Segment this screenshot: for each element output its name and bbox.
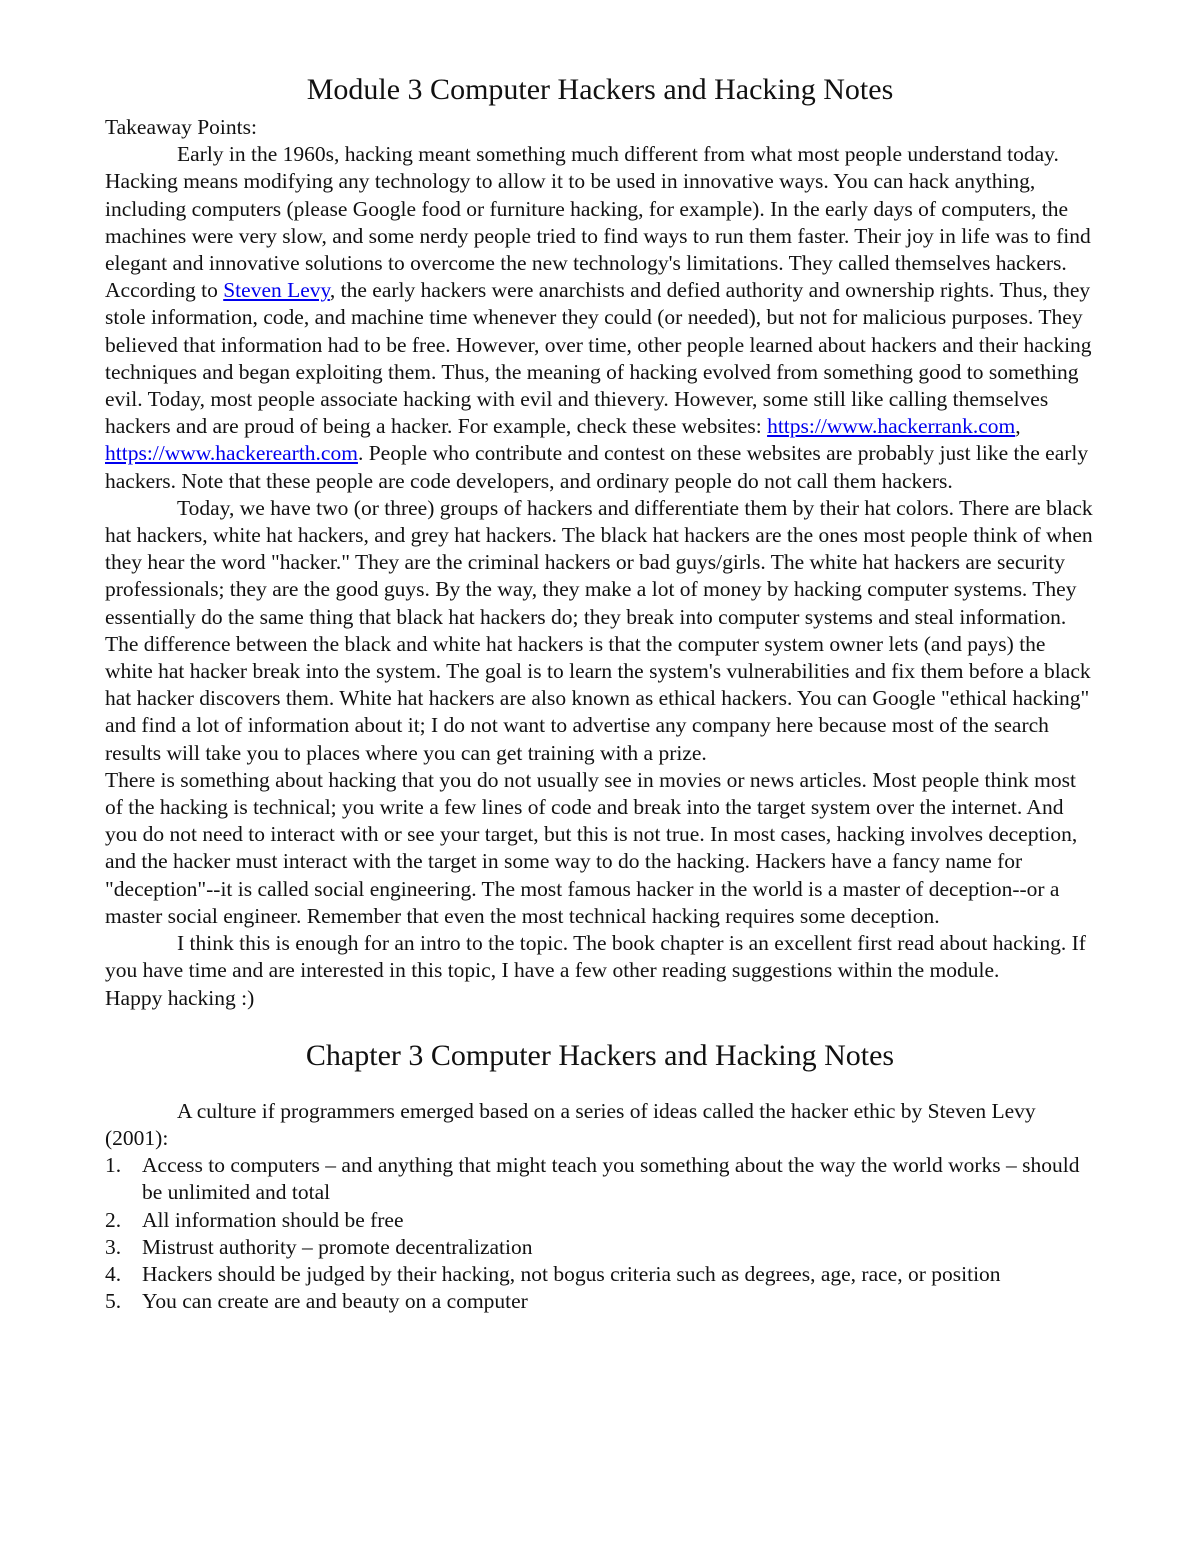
intro-paragraph bbox=[105, 141, 1095, 495]
deception-paragraph: There is something about hacking that you do not usually see in movies or news articles. Most people think most of the hacking is technical; you write a few lines of code and break into the target system over the internet. And you do not need to interact with or see your target, but this is not true. In most cases, hacking involves deception, and the hacker must interact with the target in some way to do the hacking. Hackers have a fancy name for "deception"--it is called social engineering. The most famous hacker in the world is a master of deception--or a master social engineer. Remember that even the most technical hacking requires some deception. bbox=[105, 767, 1078, 928]
hacker-ethic-list bbox=[105, 1152, 1095, 1315]
list-item-text: Mistrust authority – promote decentralization bbox=[142, 1234, 533, 1259]
list-item bbox=[105, 1207, 1095, 1234]
list-item bbox=[105, 1234, 1095, 1261]
chapter-title: Chapter 3 Computer Hackers and Hacking Notes bbox=[305, 1038, 895, 1072]
hat-colors-paragraph: Today, we have two (or three) groups of hackers and differentiate them by their hat colors. There are black hat hackers, white hat hackers, and grey hat hackers. The black hat hackers are the ones most people think of when they hear the word "hacker." They are the criminal hackers or bad guys/girls. The white hat hackers are security professionals; they are the good guys. By the way, they make a lot of money by hacking computer systems. They essentially do the same thing that black hat hackers do; they break into computer systems and steal information. The difference between the black and white hat hackers is that the computer system owner lets (and pays) the white hat hacker break into the system. The goal is to learn the system's vulnerabilities and fix them before a black hat hacker discovers them. White hat hackers are also known as ethical hackers. You can Google "ethical hacking" and find a lot of information about it; I do not want to advertise any company here because most of the search results will take you to places where you can get training with a prize. bbox=[105, 495, 1093, 765]
sign-off: Happy hacking :) bbox=[105, 985, 255, 1010]
list-item bbox=[105, 1152, 1095, 1206]
list-item-text: You can create are and beauty on a computer bbox=[142, 1289, 528, 1314]
takeaway-label: Takeaway Points: bbox=[105, 115, 257, 139]
list-item bbox=[105, 1261, 1095, 1288]
list-item-text: All information should be free bbox=[142, 1207, 404, 1232]
hackerearth-link[interactable]: https://www.hackerearth.com bbox=[105, 441, 358, 466]
list-item-text: Hackers should be judged by their hacking, not bogus criteria such as degrees, age, race, or position bbox=[142, 1261, 1001, 1286]
intro-text-part-3: . People who contribute and contest on these websites are probably just like the early hackers. Note that these people are code developers, and ordinary people do not call them hackers. bbox=[105, 441, 1089, 493]
list-item-number: 3. bbox=[105, 1234, 122, 1259]
list-item-number: 5. bbox=[105, 1289, 122, 1314]
intro-text-part-1: Early in the 1960s, hacking meant something much different from what most people understand today. Hacking means modifying any technology to allow it to be used in innovative ways. You can hack anything, including computers (please Google food or furniture hacking, for example). In the early days of computers, the machines were very slow, and some nerdy people tried to find ways to run them faster. Their joy in life was to find elegant and innovative solutions to overcome the new technology's limitations. They called themselves hackers. According to bbox=[105, 142, 1091, 303]
steven-levy-link[interactable]: Steven Levy bbox=[223, 278, 330, 303]
hackerrank-link[interactable]: https://www.hackerrank.com bbox=[767, 414, 1016, 439]
page-title: Module 3 Computer Hackers and Hacking Notes bbox=[306, 73, 894, 106]
list-item bbox=[105, 1288, 1095, 1315]
closing-paragraph: I think this is enough for an intro to the topic. The book chapter is an excellent first read about hacking. If you have time and are interested in this topic, I have a few other reading suggestions within the module. bbox=[105, 931, 1086, 983]
link-separator: , bbox=[1015, 414, 1021, 439]
list-item-number: 2. bbox=[105, 1207, 122, 1232]
document-page bbox=[105, 70, 1095, 1315]
chapter-intro: A culture if programmers emerged based on a series of ideas called the hacker ethic by Steven Levy (2001): bbox=[105, 1098, 1036, 1150]
list-item-number: 1. bbox=[105, 1153, 122, 1178]
list-item-number: 4. bbox=[105, 1261, 122, 1286]
list-item-text: Access to computers – and anything that might teach you something about the way the world works – should be unlimited and total bbox=[142, 1153, 1080, 1205]
intro-text-part-2: , the early hackers were anarchists and defied authority and ownership rights. Thus, they stole information, code, and machine time whenever they could (or needed), but not for malicious purposes. They believed that information had to be free. However, over time, other people learned about hackers and their hacking techniques and began exploiting them. Thus, the meaning of hacking evolved from something good to something evil. Today, most people associate hacking with evil and thievery. However, some still like calling themselves hackers and are proud of being a hacker. For example, check these websites: bbox=[105, 278, 1092, 439]
